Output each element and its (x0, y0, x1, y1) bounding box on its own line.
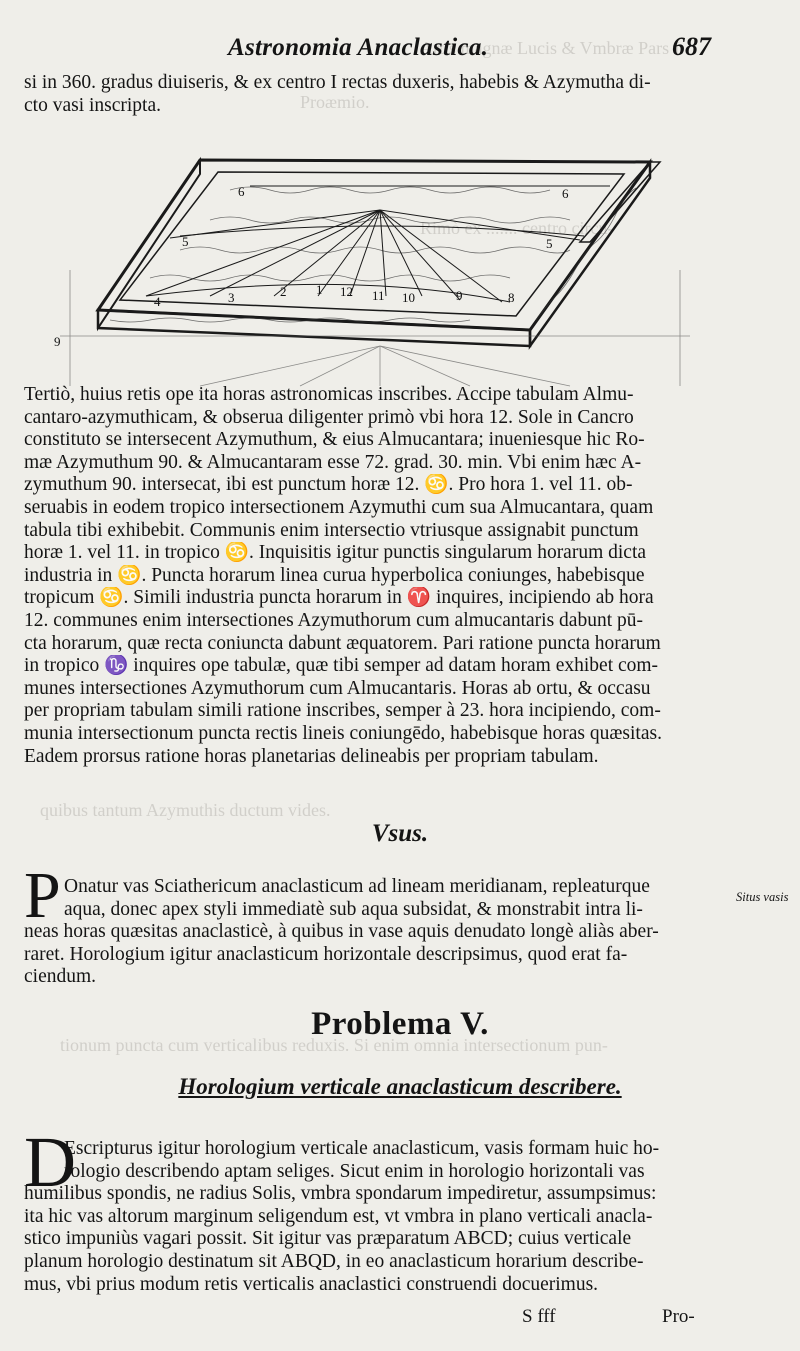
sundial-vessel-figure (50, 150, 710, 390)
text-line: mæ Azymuthum 90. & Almucantaram esse 72. grad. 30. min. Vbi enim hæc A- (24, 451, 642, 473)
paragraph-problema (24, 1138, 736, 1296)
hour-label: 5 (182, 234, 189, 249)
text-line: ita hic vas altorum marginum seligendum est, vt vmbra in plano verticali anacla- (24, 1205, 653, 1227)
text-line: zymuthum 90. intersecat, ibi est punctum horæ 12. ♋. Pro hora 1. vel 11. ob- (24, 474, 633, 496)
drop-cap: P (24, 859, 61, 932)
corner-label: 9 (54, 334, 61, 349)
text-line: planum horologio destinatum sit ABQD, in eo anaclasticum horarium describe- (24, 1250, 644, 1272)
hour-label: 3 (228, 290, 235, 305)
text-line: horæ 1. vel 11. in tropico ♋. Inquisitis igitur punctis singularum horarum dicta (24, 542, 647, 564)
text-line: cta horarum, quæ recta coniuncta dabunt æquatorem. Pari ratione puncta horarum (24, 632, 661, 654)
text-line: tabula tibi exhibebit. Communis enim intersectio vtriusque assignabit punctum (24, 519, 639, 541)
text-line: seruabis in eodem tropico intersectionem Azymuthi cum sua Almucantara, quam (24, 496, 654, 518)
hour-label: 8 (508, 290, 515, 305)
hour-label: 5 (546, 236, 553, 251)
text-line: constituto se intersecent Azymuthum, & eius Almucantara; inueniesque hic Ro- (24, 429, 645, 451)
intro-text (24, 72, 736, 117)
text-line: stico impuniùs vagari possit. Sit igitur vas præparatum ABCD; cuius verticale (24, 1228, 632, 1250)
text-line: si in 360. gradus diuiseris, & ex centro I rectas duxeris, habebis & Azymutha di- (24, 72, 651, 93)
text-line: Tertiò, huius retis ope ita horas astronomicas inscribes. Accipe tabulam Almu- (24, 384, 634, 405)
text-line: Eadem prorsus ratione horas planetarias delineabis per propriam tabulam. (24, 745, 599, 767)
paragraph-vsus (24, 876, 736, 989)
running-title: Astronomia Anaclastica. (228, 34, 489, 61)
text-line: ciendum. (24, 966, 97, 988)
text-line: cto vasi inscripta. (24, 94, 162, 116)
margin-note: Situs vasis (736, 890, 789, 904)
text-line: munes intersectiones Azymuthorum cum Almucantaris. Horas ab ortu, & occasu (24, 677, 651, 699)
text-line: humilibus spondis, ne radius Solis, vmbra spondarum impediretur, assumpsimus: (24, 1183, 657, 1205)
text-line: tropicum ♋. Simili industria puncta horarum in ♈ inquires, incipiendo ab hora (24, 587, 654, 609)
text-line: Escripturus igitur horologium verticale anaclasticum, vasis formam huic ho- (64, 1138, 660, 1159)
hour-label: 6 (238, 184, 245, 199)
hour-label: 12 (340, 284, 353, 299)
hour-label: 6 (562, 186, 569, 201)
bleed-through-text: tionum puncta cum verticalibus reduxis. Si enim omnia intersectionum pun- (60, 1035, 608, 1055)
text-line: industria in ♋. Puncta horarum linea curua hyperbolica coniunges, habebisque (24, 564, 645, 586)
problem-subheading: Horologium verticale anaclasticum describere. (178, 1074, 622, 1099)
hour-label: 9 (456, 288, 463, 303)
text-line: per propriam tabulam simili ratione inscribes, semper à 23. hora incipiendo, com- (24, 700, 661, 722)
catchword: Pro- (662, 1306, 695, 1327)
text-line: in tropico ♑ inquires ope tabulæ, quæ tibi semper ad datam horam exhibet com- (24, 655, 659, 677)
hour-label: 1 (316, 282, 323, 297)
text-line: neas horas quæsitas anaclasticè, à quibus in vase aquis denudato longè aliàs aber- (24, 921, 659, 943)
hour-label: 11 (372, 288, 385, 303)
text-line: 12. communes enim intersectiones Azymuthorum cum almucantaris dabunt pū- (24, 609, 643, 631)
text-line: mus, vbi prius modum retis verticalis anaclastici construendi docuerimus. (24, 1273, 599, 1295)
drop-cap: D (24, 1122, 76, 1202)
hour-label: 10 (402, 290, 415, 305)
running-head (0, 30, 800, 70)
bleed-through-text: Artis magnæ Lucis & Vmbræ Pars I. (420, 38, 685, 58)
text-line: cantaro-azymuthicam, & obserua diligenter primò vbi hora 12. Sole in Cancro (24, 406, 634, 428)
page-number: 687 (672, 32, 711, 61)
text-line: munia intersectionum puncta rectis lineis coniungēdo, habebisque horas quæsitas. (24, 722, 662, 744)
problem-heading: Problema V. (311, 1006, 489, 1042)
bleed-through-text: Proæmio. (300, 92, 370, 112)
paragraph-tertio (24, 384, 736, 768)
signature-mark: S fff (522, 1306, 556, 1327)
text-line: aqua, donec apex styli immediatè sub aqua subsidat, & monstrabit intra li- (64, 898, 643, 920)
text-line: Onatur vas Sciathericum anaclasticum ad lineam meridianam, repleaturque (64, 876, 650, 897)
text-line: rologio describendo aptam seliges. Sicut enim in horologio horizontali vas (64, 1160, 645, 1182)
section-heading-vsus: Vsus. (371, 820, 429, 847)
text-line: raret. Horologium igitur anaclasticum horizontale descripsimus, quod erat fa- (24, 943, 628, 965)
hour-label: 2 (280, 284, 287, 299)
bleed-through-text: quibus tantum Azymuthis ductum vides. (40, 800, 331, 820)
hour-label: 4 (154, 294, 161, 309)
bleed-through-text: Rimò ex ....... centro circu- (420, 218, 614, 238)
